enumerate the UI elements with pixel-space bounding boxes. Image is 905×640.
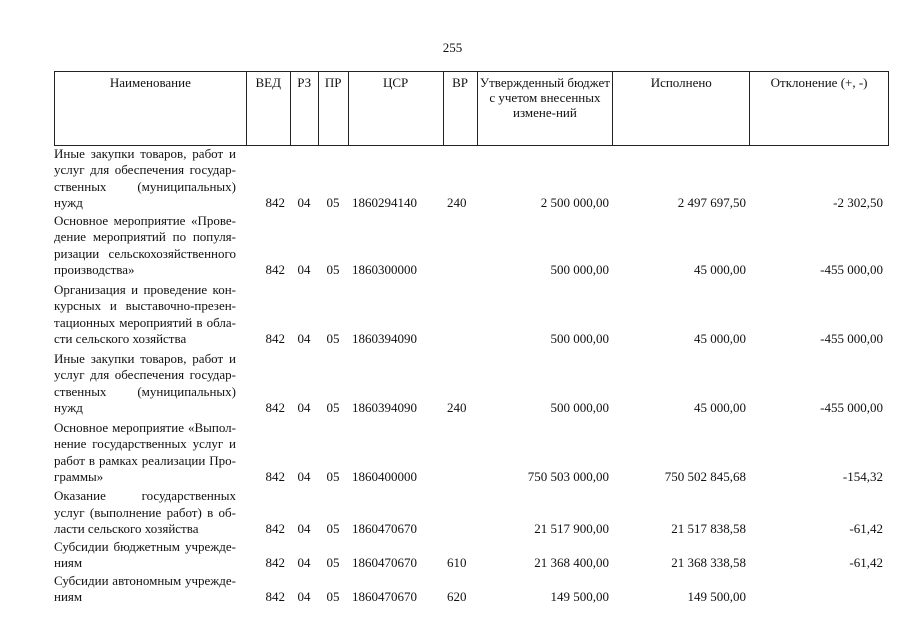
row-ved: 842: [265, 469, 285, 485]
row-pr: 05: [326, 555, 340, 571]
row-ved: 842: [265, 331, 285, 347]
row-name: Оказание государственных услуг (выполнение работ) в об-ласти сельского хозяйства: [54, 488, 236, 537]
row-csr: 1860400000: [352, 469, 417, 485]
row-pr: 05: [326, 195, 340, 211]
row-pr: 05: [326, 521, 340, 537]
row-pr: 05: [326, 589, 340, 605]
row-csr: 1860470670: [352, 555, 417, 571]
row-done: 149 500,00: [687, 589, 746, 605]
header-rz: РЗ: [291, 72, 319, 145]
row-name: Организация и проведение кон-курсных и выставочно-презен-тационных мероприятий в обла-сти сельского хозяйства: [54, 281, 236, 347]
table-row: [54, 279, 889, 348]
row-rz: 04: [297, 331, 311, 347]
row-pr: 05: [326, 469, 340, 485]
row-rz: 04: [297, 589, 311, 605]
row-vr: 240: [447, 400, 467, 416]
row-budget: 21 368 400,00: [534, 555, 609, 571]
row-deviation: -61,42: [849, 521, 883, 537]
row-ved: 842: [265, 262, 285, 278]
header-budget: Утвержденный бюджет с учетом внесенных измене-ний: [478, 72, 614, 145]
table-header: [54, 71, 889, 146]
row-csr: 1860470670: [352, 589, 417, 605]
table-row: [54, 538, 889, 572]
table-row: [54, 572, 889, 606]
row-name: Иные закупки товаров, работ и услуг для обеспечения государ-ственных (муниципальных) нужд: [54, 145, 236, 211]
table-row: [54, 417, 889, 486]
row-done: 45 000,00: [694, 400, 746, 416]
row-ved: 842: [265, 555, 285, 571]
row-rz: 04: [297, 469, 311, 485]
table-row: [54, 486, 889, 538]
table-row: [54, 348, 889, 417]
header-done: Исполнено: [613, 72, 750, 145]
budget-table: [54, 71, 889, 606]
row-done: 21 517 838,58: [671, 521, 746, 537]
row-done: 45 000,00: [694, 331, 746, 347]
row-done: 2 497 697,50: [677, 195, 746, 211]
row-deviation: -61,42: [849, 555, 883, 571]
header-ved: ВЕД: [247, 72, 291, 145]
row-budget: 500 000,00: [550, 262, 609, 278]
row-rz: 04: [297, 400, 311, 416]
row-deviation: -455 000,00: [820, 400, 883, 416]
row-ved: 842: [265, 589, 285, 605]
table-row: [54, 212, 889, 279]
row-csr: 1860294140: [352, 195, 417, 211]
row-ved: 842: [265, 195, 285, 211]
row-name: Субсидии бюджетным учрежде-ниям: [54, 538, 236, 571]
row-done: 21 368 338,58: [671, 555, 746, 571]
row-deviation: -2 302,50: [833, 195, 883, 211]
row-csr: 1860470670: [352, 521, 417, 537]
row-name: Субсидии автономным учрежде-ниям: [54, 572, 236, 605]
table-row: [54, 146, 889, 212]
row-budget: 149 500,00: [550, 589, 609, 605]
row-csr: 1860300000: [352, 262, 417, 278]
row-budget: 500 000,00: [550, 331, 609, 347]
row-deviation: -455 000,00: [820, 262, 883, 278]
header-csr: ЦСР: [349, 72, 444, 145]
row-rz: 04: [297, 262, 311, 278]
row-vr: 240: [447, 195, 467, 211]
row-budget: 500 000,00: [550, 400, 609, 416]
row-budget: 21 517 900,00: [534, 521, 609, 537]
row-rz: 04: [297, 195, 311, 211]
row-name: Иные закупки товаров, работ и услуг для обеспечения государ-ственных (муниципальных) нужд: [54, 350, 236, 416]
row-rz: 04: [297, 555, 311, 571]
row-deviation: -455 000,00: [820, 331, 883, 347]
row-ved: 842: [265, 400, 285, 416]
row-name: Основное мероприятие «Прове-дение мероприятий по популя-ризации сельскохозяйственного производства»: [54, 212, 236, 278]
header-name: Наименование: [55, 72, 247, 145]
row-vr: 610: [447, 555, 467, 571]
row-pr: 05: [326, 262, 340, 278]
row-name: Основное мероприятие «Выпол-нение государственных услуг и работ в рамках реализации Про-граммы»: [54, 419, 236, 485]
row-vr: 620: [447, 589, 467, 605]
row-deviation: -154,32: [842, 469, 883, 485]
row-done: 750 502 845,68: [664, 469, 746, 485]
page-number: 255: [442, 40, 463, 55]
row-ved: 842: [265, 521, 285, 537]
row-csr: 1860394090: [352, 400, 417, 416]
row-rz: 04: [297, 521, 311, 537]
row-pr: 05: [326, 331, 340, 347]
header-vr: ВР: [444, 72, 478, 145]
header-pr: ПР: [319, 72, 349, 145]
row-budget: 2 500 000,00: [540, 195, 609, 211]
row-done: 45 000,00: [694, 262, 746, 278]
row-pr: 05: [326, 400, 340, 416]
row-csr: 1860394090: [352, 331, 417, 347]
header-deviation: Отклонение (+, -): [750, 72, 889, 145]
row-budget: 750 503 000,00: [527, 469, 609, 485]
